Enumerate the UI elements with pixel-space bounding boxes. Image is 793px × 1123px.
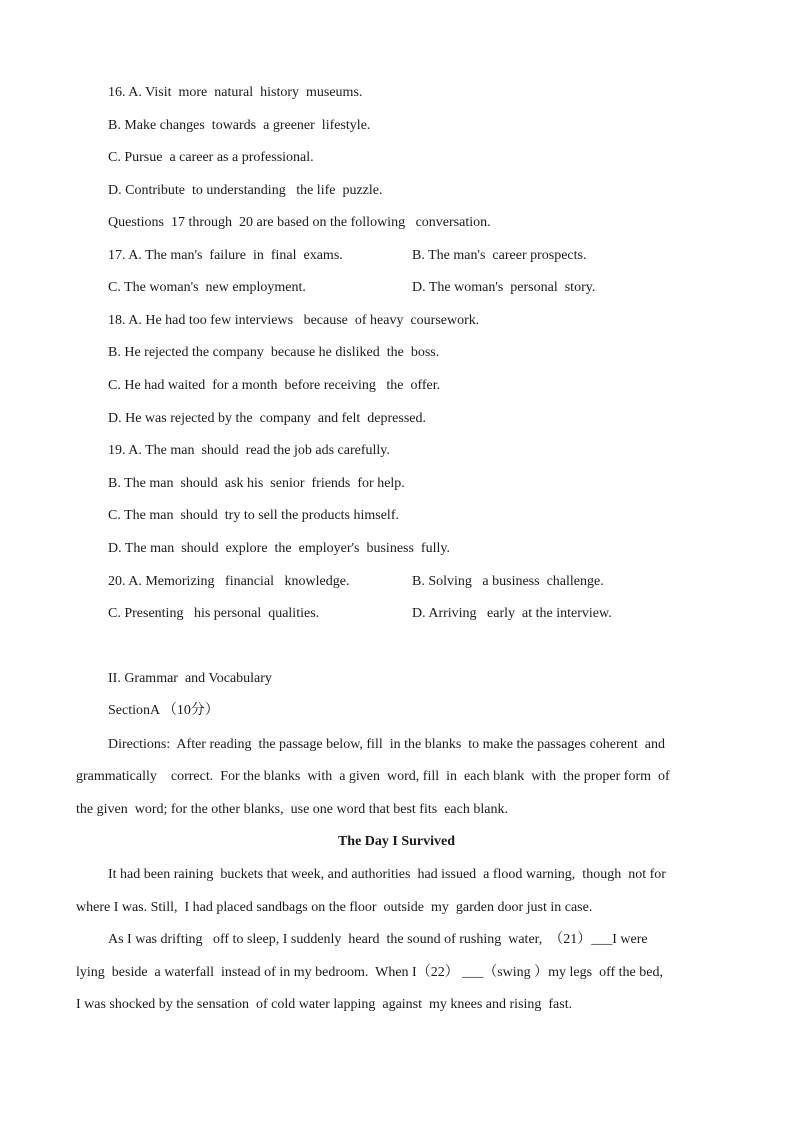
- q17-option-b: B. The man's career prospects.: [412, 248, 587, 263]
- q17-option-d: D. The woman's personal story.: [412, 280, 596, 295]
- q18-option-a: 18. A. He had too few interviews because of heavy coursework.: [108, 313, 480, 328]
- q18-option-b: B. He rejected the company because he disliked the boss.: [108, 345, 440, 360]
- directions-line: grammatically correct. For the blanks with a given word, fill in each blank with the proper form of: [76, 769, 670, 784]
- passage-line: lying beside a waterfall instead of in my bedroom. When I（22） ___（swing ）my legs off the bed,: [76, 965, 663, 980]
- q20-option-c: C. Presenting his personal qualities.: [108, 606, 320, 621]
- q16-option-a: 16. A. Visit more natural history museums.: [108, 85, 363, 100]
- q20-option-a: 20. A. Memorizing financial knowledge.: [108, 574, 350, 589]
- directions-line: Directions: After reading the passage below, fill in the blanks to make the passages coherent and: [108, 737, 665, 752]
- q16-option-d: D. Contribute to understanding the life puzzle.: [108, 183, 383, 198]
- passage-line: As I was drifting off to sleep, I suddenly heard the sound of rushing water, （21）___I were: [108, 932, 648, 947]
- passage-line: where I was. Still, I had placed sandbags on the floor outside my garden door just in case.: [76, 900, 593, 915]
- questions-17-20-intro: Questions 17 through 20 are based on the following conversation.: [108, 215, 491, 230]
- q16-option-b: B. Make changes towards a greener lifestyle.: [108, 118, 371, 133]
- q20-option-b: B. Solving a business challenge.: [412, 574, 604, 589]
- passage-title: The Day I Survived: [337, 834, 456, 849]
- q19-option-a: 19. A. The man should read the job ads carefully.: [108, 443, 390, 458]
- q18-option-d: D. He was rejected by the company and felt depressed.: [108, 411, 426, 426]
- q17-option-a: 17. A. The man's failure in final exams.: [108, 248, 343, 263]
- q19-option-d: D. The man should explore the employer's business fully.: [108, 541, 450, 556]
- section-heading: SectionA （10分）: [108, 703, 219, 718]
- part-heading: II. Grammar and Vocabulary: [108, 671, 272, 686]
- q18-option-c: C. He had waited for a month before receiving the offer.: [108, 378, 441, 393]
- q19-option-b: B. The man should ask his senior friends for help.: [108, 476, 405, 491]
- q16-option-c: C. Pursue a career as a professional.: [108, 150, 314, 165]
- passage-line: It had been raining buckets that week, and authorities had issued a flood warning, though not for: [108, 867, 666, 882]
- directions-line: the given word; for the other blanks, use one word that best fits each blank.: [76, 802, 508, 817]
- q17-option-c: C. The woman's new employment.: [108, 280, 306, 295]
- q19-option-c: C. The man should try to sell the products himself.: [108, 508, 399, 523]
- passage-line: I was shocked by the sensation of cold water lapping against my knees and rising fast.: [76, 997, 573, 1012]
- q20-option-d: D. Arriving early at the interview.: [412, 606, 612, 621]
